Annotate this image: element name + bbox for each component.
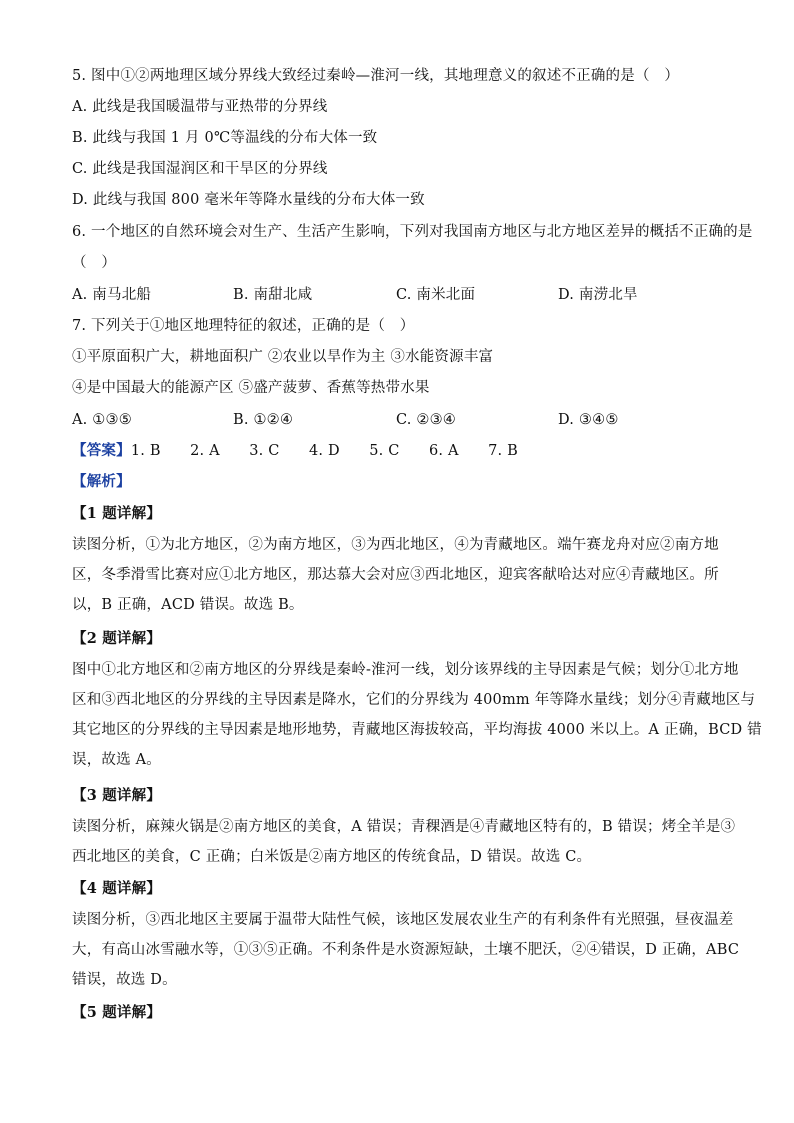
question-5-stem: 5. 图中①②两地理区域分界线大致经过秦岭—淮河一线，其地理意义的叙述不正确的是（ ） <box>72 68 680 84</box>
detail-4-line: 错误，故选 D。 <box>72 972 177 988</box>
detail-5-label: 【5 题详解】 <box>72 1004 162 1021</box>
question-5-option-c: C. 此线是我国湿润区和干旱区的分界线 <box>72 161 328 177</box>
analysis-label: 【解析】 <box>72 473 131 490</box>
question-5-option-d: D. 此线与我国 800 毫米年等降水量线的分布大体一致 <box>72 192 425 208</box>
question-6-option-c: C. 南米北面 <box>396 287 476 303</box>
detail-2-line: 区和③西北地区的分界线的主导因素是降水，它们的分界线为 400mm 年等降水量线；划分④青藏地区与 <box>72 692 756 708</box>
question-7-stem: 7. 下列关于①地区地理特征的叙述，正确的是（ ） <box>72 318 415 334</box>
question-6-stem: 6. 一个地区的自然环境会对生产、生活产生影响，下列对我国南方地区与北方地区差异的概括不正确的是 <box>72 224 753 240</box>
answer-text: 1. B 2. A 3. C 4. D 5. C 6. A 7. B <box>130 443 518 459</box>
detail-1-body <box>72 530 722 620</box>
detail-2-line: 图中①北方地区和②南方地区的分界线是秦岭-淮河一线，划分该界线的主导因素是气候；划分①北方地 <box>72 662 739 678</box>
detail-3-label: 【3 题详解】 <box>72 787 162 804</box>
detail-4-body <box>72 905 740 995</box>
question-6-option-a: A. 南马北船 <box>72 287 152 303</box>
detail-3-body <box>72 812 736 872</box>
detail-2-body <box>72 655 762 775</box>
question-7-option-b: B. ①②④ <box>233 412 294 428</box>
detail-1-line: 区，冬季滑雪比赛对应①北方地区，那达慕大会对应③西北地区，迎宾客献哈达对应④青藏地区。所 <box>72 567 719 583</box>
question-5-option-a: A. 此线是我国暖温带与亚热带的分界线 <box>72 99 328 115</box>
detail-4-line: 读图分析，③西北地区主要属于温带大陆性气候，该地区发展农业生产的有利条件有光照强，昼夜温差 <box>72 912 734 928</box>
question-6-option-d: D. 南涝北旱 <box>558 287 638 303</box>
detail-4-line: 大，有高山冰雪融水等，①③⑤正确。不利条件是水资源短缺，土壤不肥沃，②④错误，D 正确，ABC <box>72 942 740 958</box>
detail-2-line: 误，故选 A。 <box>72 752 161 768</box>
detail-1-label: 【1 题详解】 <box>72 505 162 522</box>
question-7-option-c: C. ②③④ <box>396 412 456 428</box>
detail-2-line: 其它地区的分界线的主导因素是地形地势，青藏地区海拔较高，平均海拔 4000 米以上。A 正确，BCD 错 <box>72 722 762 738</box>
detail-2-label: 【2 题详解】 <box>72 630 162 647</box>
question-5-option-b: B. 此线与我国 1 月 0℃等温线的分布大体一致 <box>72 130 378 146</box>
question-7-statement-2: ④是中国最大的能源产区 ⑤盛产菠萝、香蕉等热带水果 <box>72 380 430 396</box>
detail-4-label: 【4 题详解】 <box>72 880 162 897</box>
question-7-statement-1: ①平原面积广大，耕地面积广 ②农业以旱作为主 ③水能资源丰富 <box>72 349 494 365</box>
question-6-option-b: B. 南甜北咸 <box>233 287 313 303</box>
answer-label: 【答案】 <box>72 442 131 459</box>
answer-row <box>72 441 518 461</box>
detail-3-line: 读图分析，麻辣火锅是②南方地区的美食，A 错误；青稞酒是④青藏地区特有的，B 错误；烤全羊是③ <box>72 819 736 835</box>
question-7-option-d: D. ③④⑤ <box>558 412 619 428</box>
detail-1-line: 读图分析，①为北方地区，②为南方地区，③为西北地区，④为青藏地区。端午赛龙舟对应②南方地 <box>72 537 719 553</box>
detail-3-line: 西北地区的美食，C 正确；白米饭是②南方地区的传统食品，D 错误。故选 C。 <box>72 849 592 865</box>
question-7-option-a: A. ①③⑤ <box>72 412 132 428</box>
detail-1-line: 以，B 正确，ACD 错误。故选 B。 <box>72 597 304 613</box>
question-6-stem-continued: （ ） <box>72 255 117 271</box>
